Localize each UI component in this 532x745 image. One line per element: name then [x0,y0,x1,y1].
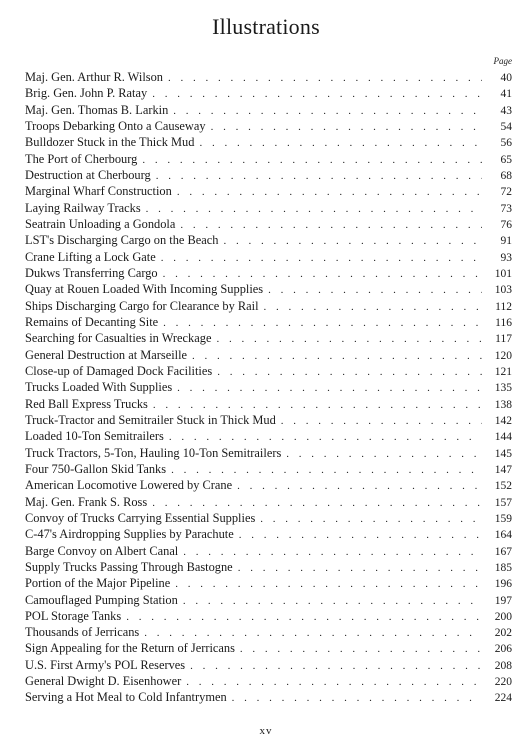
illustrations-list [25,69,512,706]
dot-leader [240,641,482,656]
list-item [25,347,512,363]
dot-leader [177,380,482,395]
entry-page-number: 196 [494,578,512,591]
list-item [25,298,512,314]
entry-page-number: 73 [500,202,512,215]
entry-page-number: 152 [494,480,512,493]
dot-leader [190,658,482,673]
dot-leader [217,364,482,379]
dot-leader [192,348,482,363]
entry-title: Barge Convoy on Albert Canal [25,543,179,558]
list-item [25,232,512,248]
list-item [25,608,512,624]
list-item [25,461,512,477]
entry-page-number: 91 [500,235,512,248]
entry-title: Four 750-Gallon Skid Tanks [25,461,167,476]
entry-page-number: 116 [495,316,512,329]
dot-leader [171,462,482,477]
list-item [25,624,512,640]
dot-leader [183,593,482,608]
entry-page-number: 112 [495,300,512,313]
entry-title: LST's Discharging Cargo on the Beach [25,233,219,248]
dot-leader [281,413,482,428]
dot-leader [169,429,482,444]
list-item [25,200,512,216]
list-item [25,510,512,526]
entry-title: Maj. Gen. Arthur R. Wilson [25,70,163,84]
page-number: xv [259,725,273,737]
entry-title: Red Ball Express Trucks [25,396,148,411]
entry-title: Loaded 10-Ton Semitrailers [25,429,164,444]
entry-title: Bulldozer Stuck in the Thick Mud [25,135,195,150]
dot-leader [264,299,482,314]
entry-page-number: 200 [494,610,512,623]
list-item [25,396,512,412]
entry-title: Close-up of Damaged Dock Facilities [25,363,213,378]
entry-title: Truck-Tractor and Semitrailer Stuck in Thick Mud [25,412,276,427]
entry-page-number: 157 [494,496,512,509]
list-item [25,314,512,330]
dot-leader [186,674,482,689]
entry-title: Convoy of Trucks Carrying Essential Supplies [25,510,256,525]
list-item [25,151,512,167]
entry-page-number: 197 [494,594,512,607]
list-item [25,69,512,85]
entry-page-number: 65 [500,153,512,166]
page-title: Illustrations [212,14,320,39]
entry-page-number: 208 [494,659,512,672]
dot-leader [211,119,482,134]
page-column-header: Page [493,56,512,66]
entry-title: American Locomotive Lowered by Crane [25,478,233,493]
list-item [25,575,512,591]
entry-title: Dukws Transferring Cargo [25,265,158,280]
list-item [25,102,512,118]
entry-title: Supply Trucks Passing Through Bastogne [25,559,233,574]
dot-leader [232,690,482,705]
list-item [25,445,512,461]
entry-title: Searching for Casualties in Wreckage [25,331,212,346]
dot-leader [142,152,482,167]
list-item [25,543,512,559]
dot-leader [152,86,482,101]
list-item [25,412,512,428]
dot-leader [223,233,482,248]
entry-page-number: 147 [494,463,512,476]
dot-leader [183,544,482,559]
dot-leader [199,135,482,150]
entry-page-number: 164 [494,529,512,542]
entry-page-number: 202 [494,627,512,640]
dot-leader [163,266,482,281]
entry-title: General Dwight D. Eisenhower [25,674,182,689]
entry-title: Portion of the Major Pipeline [25,576,171,591]
entry-page-number: 117 [495,333,512,346]
dot-leader [153,397,482,412]
list-item [25,249,512,265]
entry-title: Crane Lifting a Lock Gate [25,249,156,264]
entry-page-number: 206 [494,643,512,656]
dot-leader [156,168,482,183]
list-item [25,526,512,542]
list-item [25,592,512,608]
entry-title: U.S. First Army's POL Reserves [25,657,186,672]
entry-title: Truck Tractors, 5-Ton, Hauling 10-Ton Semitrailers [25,445,282,460]
entry-page-number: 72 [500,186,512,199]
list-item [25,494,512,510]
entry-page-number: 68 [500,169,512,182]
dot-leader [173,103,482,118]
dot-leader [238,560,482,575]
entry-page-number: 144 [494,431,512,444]
dot-leader [177,184,482,199]
list-item [25,281,512,297]
entry-title: Ships Discharging Cargo for Clearance by Rail [25,298,259,313]
list-item [25,640,512,656]
entry-page-number: 120 [494,349,512,362]
entry-title: Brig. Gen. John P. Ratay [25,86,148,101]
dot-leader [286,446,482,461]
entry-page-number: 145 [494,447,512,460]
entry-title: Sign Appealing for the Return of Jerricans [25,641,235,656]
entry-title: Troops Debarking Onto a Causeway [25,118,206,133]
entry-title: Camouflaged Pumping Station [25,592,178,607]
entry-title: Laying Railway Tracks [25,200,141,215]
entry-title: C-47's Airdropping Supplies by Parachute [25,527,234,542]
dot-leader [144,625,482,640]
dot-leader [152,495,482,510]
list-item [25,167,512,183]
entry-page-number: 54 [500,120,512,133]
entry-page-number: 159 [494,512,512,525]
list-item [25,363,512,379]
entry-title: Marginal Wharf Construction [25,184,172,199]
entry-title: Thousands of Jerricans [25,625,140,640]
entry-title: Trucks Loaded With Supplies [25,380,173,395]
entry-page-number: 103 [494,284,512,297]
dot-leader [146,201,482,216]
entry-page-number: 43 [500,104,512,117]
entry-page-number: 185 [494,561,512,574]
list-item [25,673,512,689]
entry-title: Destruction at Cherbourg [25,167,151,182]
list-item [25,85,512,101]
list-item [25,265,512,281]
dot-leader [239,527,482,542]
dot-leader [163,315,482,330]
entry-title: The Port of Cherbourg [25,151,138,166]
entry-title: General Destruction at Marseille [25,347,188,362]
list-item [25,216,512,232]
entry-title: Maj. Gen. Thomas B. Larkin [25,102,169,117]
entry-title: Seatrain Unloading a Gondola [25,216,176,231]
entry-page-number: 167 [494,545,512,558]
list-item [25,657,512,673]
entry-title: Serving a Hot Meal to Cold Infantrymen [25,690,227,705]
entry-page-number: 121 [494,365,512,378]
entry-page-number: 138 [494,398,512,411]
list-item [25,477,512,493]
entry-page-number: 220 [494,676,512,689]
entry-title: Quay at Rouen Loaded With Incoming Supplies [25,282,264,297]
dot-leader [216,331,482,346]
entry-page-number: 40 [500,72,512,84]
dot-leader [268,282,482,297]
dot-leader [237,478,482,493]
list-item [25,330,512,346]
dot-leader [168,70,482,85]
dot-leader [180,217,482,232]
dot-leader [161,250,482,265]
entry-title: Remains of Decanting Site [25,314,159,329]
entry-title: Maj. Gen. Frank S. Ross [25,494,148,509]
list-item [25,689,512,705]
dot-leader [175,576,482,591]
list-item [25,118,512,134]
list-item [25,183,512,199]
list-item [25,379,512,395]
entry-page-number: 41 [500,88,512,101]
entry-page-number: 224 [494,692,512,705]
entry-page-number: 76 [500,218,512,231]
list-item [25,134,512,150]
entry-page-number: 142 [494,414,512,427]
entry-page-number: 56 [500,137,512,150]
dot-leader [126,609,482,624]
entry-title: POL Storage Tanks [25,608,122,623]
entry-page-number: 135 [494,382,512,395]
list-item [25,428,512,444]
dot-leader [260,511,482,526]
list-item [25,559,512,575]
entry-page-number: 101 [494,267,512,280]
entry-page-number: 93 [500,251,512,264]
